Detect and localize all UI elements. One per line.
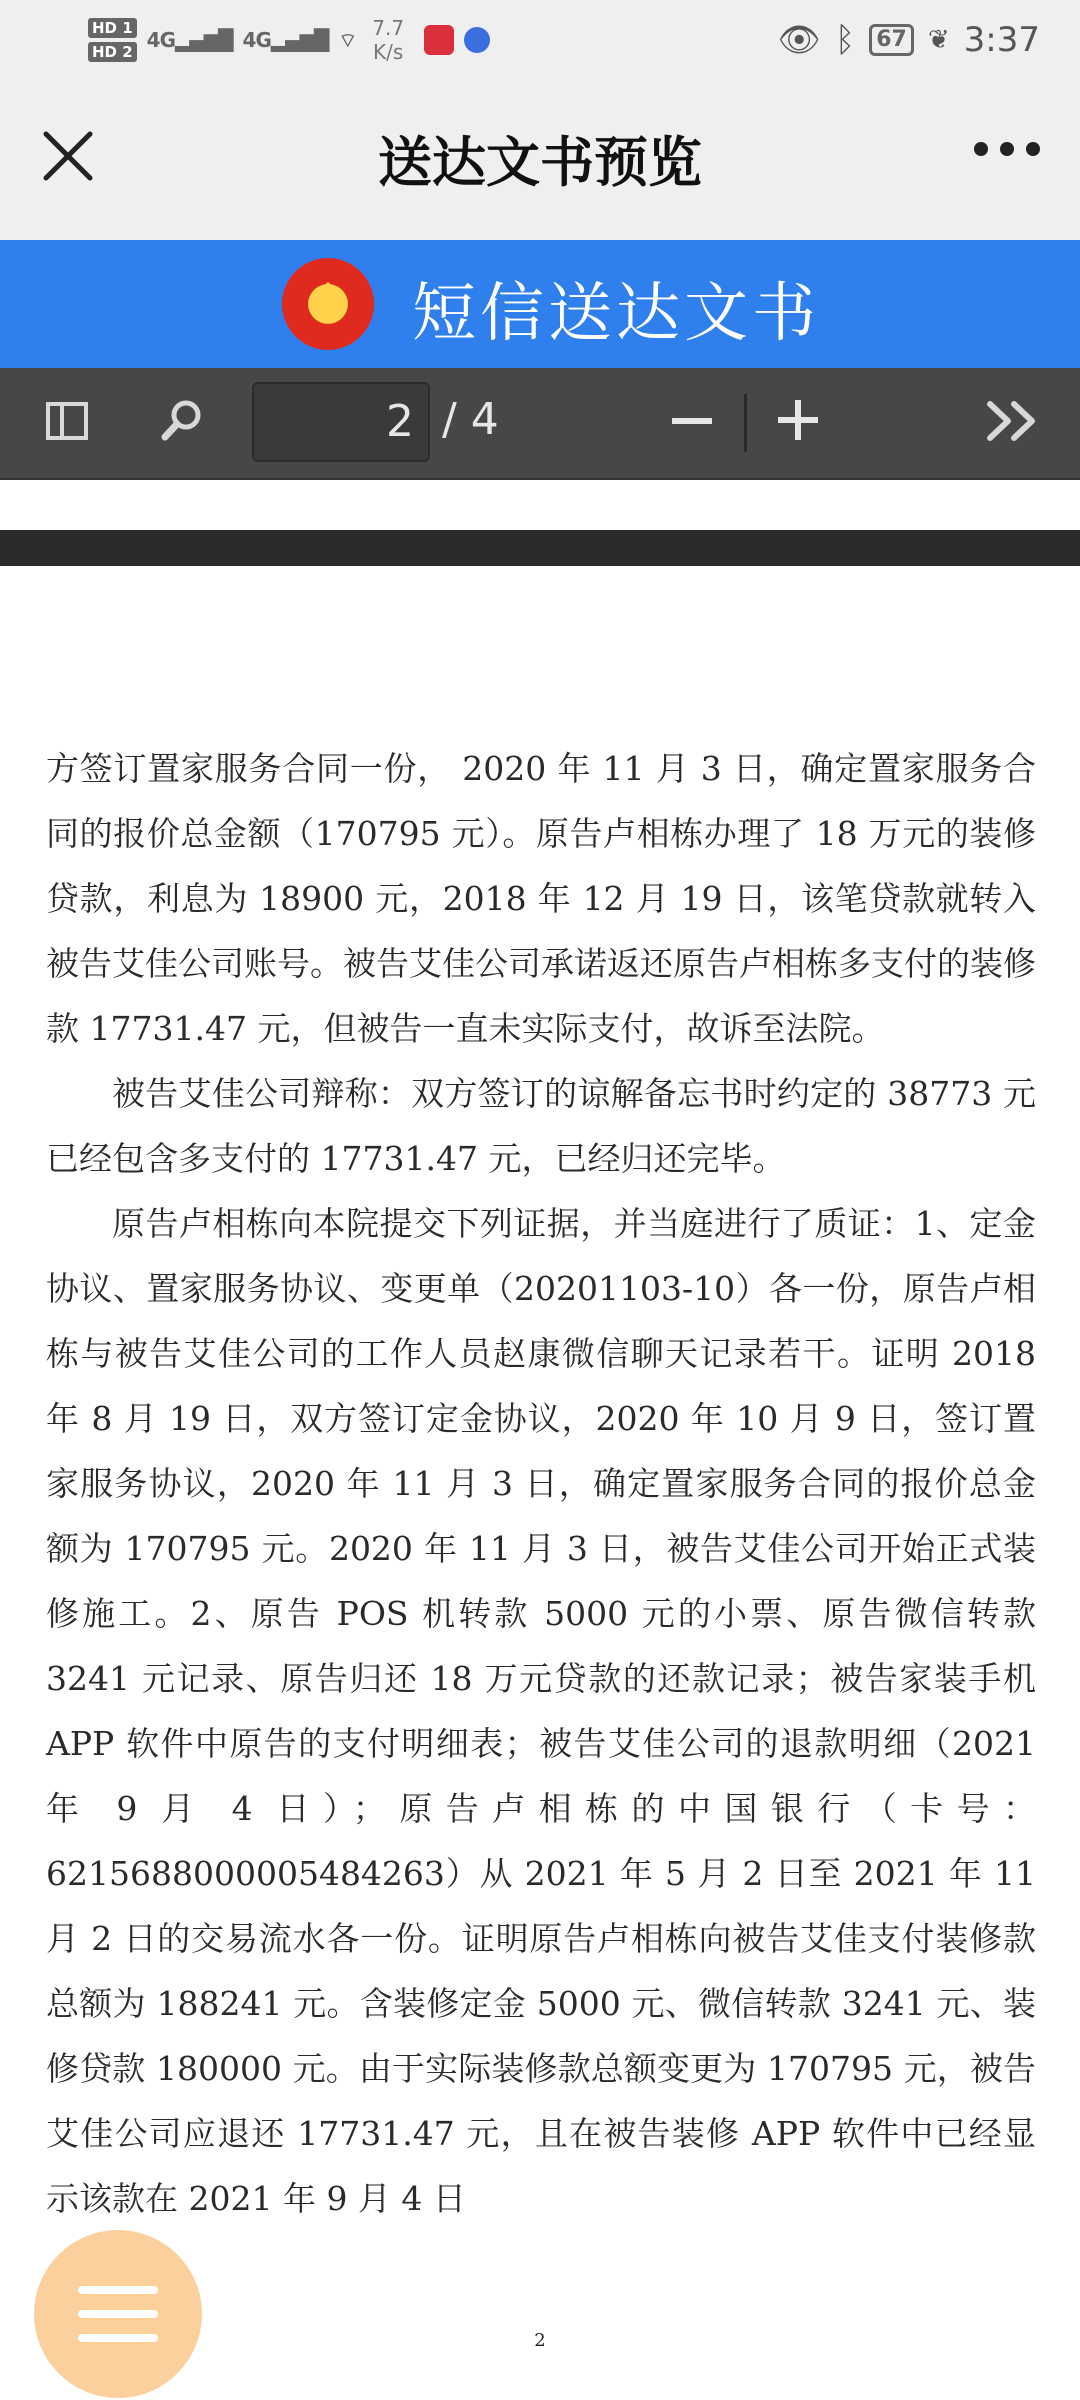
signal1-icon: 4G▂▄▆█ [146, 28, 233, 52]
music-app-icon [464, 27, 490, 53]
document-page [0, 566, 1080, 2400]
signal2-icon: 4G▂▄▆█ [242, 28, 329, 52]
bluetooth-icon: ᛒ [834, 20, 856, 60]
page-number-input[interactable]: 2 [252, 382, 430, 462]
floating-menu-button[interactable] [34, 2230, 202, 2398]
more-dot [1000, 142, 1014, 156]
zoom-out-button[interactable] [672, 418, 712, 424]
hd1-badge: HD 1 [88, 18, 137, 38]
more-options-icon[interactable] [974, 142, 1040, 156]
speed-value: 7.7 [372, 16, 405, 40]
sidebar-toggle-icon[interactable] [46, 402, 88, 440]
status-bar [0, 0, 1080, 80]
speed-unit: K/s [373, 40, 404, 64]
court-emblem-icon [282, 258, 374, 350]
wifi-icon: ⌔ [338, 27, 357, 52]
page-separator [0, 530, 1080, 566]
network-speed [372, 16, 404, 64]
signal1-label: 4G [146, 28, 176, 52]
more-dot [1026, 142, 1040, 156]
paragraph: 被告艾佳公司辩称：双方签订的谅解备忘书时约定的 38773 元已经包含多支付的 17731.47 元，已经归还完毕。 [46, 1074, 1036, 1178]
toolbar-divider [744, 394, 747, 452]
search-icon[interactable] [160, 398, 204, 442]
hd2-badge: HD 2 [88, 42, 137, 62]
nav-bar [0, 80, 1080, 240]
page-number: 2 [534, 2330, 546, 2351]
banner-title: 短信送达文书 [412, 277, 820, 351]
eye-icon: 👁 [777, 20, 821, 60]
pdf-toolbar [0, 368, 1080, 480]
signal2-label: 4G [242, 28, 271, 52]
sms-banner [0, 240, 1080, 368]
leaf-icon: ❦ [927, 25, 950, 55]
paragraph: 原告卢相栋向本院提交下列证据，并当庭进行了质证：1、定金协议、置家服务协议、变更单（20201103-10）各一份，原告卢相栋与被告艾佳公司的工作人员赵康微信聊天记录若干。证明 2018 年 8 月 19 日，双方签订定金协议，2020 年 10 月 9 日，签订置家服务协议，2020 年 11 月 3 日，确定置家服务合同的报价总金额为 170795 元。2020 年 11 月 3 日，被告艾佳公司开始正式装修施工。2、原告 POS 机转款 5000 元的小票、原告微信转款 3241 元记录、原告归还 18 万元贷款的还款记录；被告家装手机 APP 软件中原告的支付明细表；被告艾佳公司的退款明细（2021 年 9 月 4 日）；原告卢相栋的中国银行（卡号：6215688000005484263）从 2021 年 5 月 2 日至 2021 年 11 月 2 日的交易流水各一份。证明原告卢相栋向被告艾佳支付装修款总额为 188241 元。含装修定金 5000 元、微信转款 3241 元、装修贷款 180000 元。由于实际装修款总额变更为 170795 元，被告艾佳公司应退还 17731.47 元，且在被告装修 APP 软件中已经显示该款在 2021 年 9 月 4 日 [46, 1204, 1036, 2218]
menu-line [78, 2334, 158, 2342]
more-tools-icon[interactable] [984, 396, 1044, 446]
menu-line [78, 2310, 158, 2318]
emblem-scales [314, 282, 342, 322]
paragraph: 方签订置家服务合同一份， 2020 年 11 月 3 日，确定置家服务合同的报价总金额（170795 元）。原告卢相栋办理了 18 万元的装修贷款，利息为 18900 元，2018 年 12 月 19 日，该笔贷款就转入被告艾佳公司账号。被告艾佳公司承诺返还原告卢相栋多支付的装修款 17731.47 元，但被告一直未实际支付，故诉至法院。 [46, 749, 1036, 1048]
page-total-label: / 4 [442, 394, 499, 445]
clock-time: 3:37 [963, 20, 1040, 60]
page-title: 送达文书预览 [378, 131, 702, 194]
zoom-in-button[interactable] [778, 400, 818, 440]
book-app-icon [424, 25, 454, 55]
battery-icon: 67 [869, 24, 914, 56]
more-dot [974, 142, 988, 156]
status-left [88, 8, 490, 72]
document-text [46, 736, 1036, 2231]
status-right [778, 8, 1040, 72]
menu-line [78, 2286, 158, 2294]
hd-indicators [88, 18, 137, 62]
